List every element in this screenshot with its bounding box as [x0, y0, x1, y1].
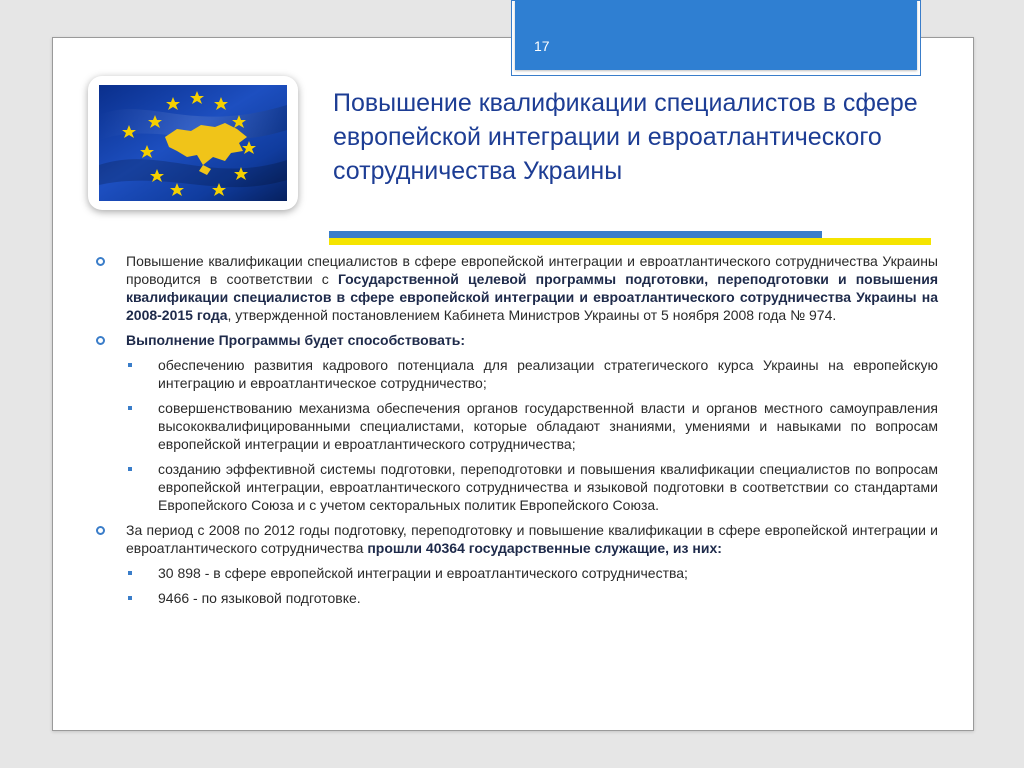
title-underline-yellow [329, 238, 931, 245]
page-number-box [515, 0, 917, 70]
bullet-square-icon [128, 467, 132, 471]
bullet-square-icon [128, 406, 132, 410]
program-name: Государственной целевой программы подготовки, переподготовки и повышения квалификации специалистов в сфере европейской интеграции и евроатлантического сотрудничества Украины на 2008-2015 года [126, 271, 938, 323]
bullet-square-icon [128, 571, 132, 575]
sub-bullet-text: созданию эффективной системы подготовки, переподготовки и повышения квалификации специалистов по вопросам европейской интеграции, евроатлантического сотрудничества и языковой подготовки в соответствии со стандартами Европейского Союза и с учетом секторальных политик Европейского Союза. [158, 461, 938, 513]
sub-bullet-item [90, 356, 938, 392]
bullet-circle-icon [96, 526, 105, 535]
bullet-item [90, 252, 938, 324]
bullet-item [90, 331, 938, 349]
page-number: 17 [534, 38, 550, 54]
sub-bullet-text: обеспечению развития кадрового потенциала для реализации стратегического курса Украины на европейскую интеграцию и евроатлантическое сотрудничество; [158, 357, 938, 391]
bullet-square-icon [128, 363, 132, 367]
bullet-item [90, 521, 938, 557]
bullet-circle-icon [96, 336, 105, 345]
sub-bullet-item [90, 399, 938, 453]
bullet-circle-icon [96, 257, 105, 266]
bullet-highlight: прошли 40364 государственные служащие, из них: [367, 540, 722, 556]
sub-bullet-item [90, 589, 938, 607]
eu-flag-ukraine-map-icon [99, 85, 287, 201]
bullet-text: , утвержденной постановлением Кабинета Министров Украины от 5 ноября 2008 года № 974. [227, 307, 837, 323]
slide-title: Повышение квалификации специалистов в сфере европейской интеграции и евроатлантического сотрудничества Украины [333, 89, 918, 185]
sub-bullet-text: 30 898 - в сфере европейской интеграции и евроатлантического сотрудничества; [158, 565, 688, 581]
sub-bullet-item [90, 564, 938, 582]
sub-bullet-text: совершенствованию механизма обеспечения органов государственной власти и органов местного самоуправления высококвалифицированными специалистами, которые обладают знаниями, умениями и навыками по вопросам европейской интеграции и евроатлантического сотрудничества; [158, 400, 938, 452]
bullet-square-icon [128, 596, 132, 600]
bullet-text: За период с 2008 по 2012 годы подготовку, переподготовку и повышение квалификации в сфере европейской интеграции и евроатлантического сотрудничества [126, 522, 938, 556]
bullet-heading: Выполнение Программы будет способствовать: [126, 332, 465, 348]
slide-body [90, 252, 938, 614]
eu-flag-image [88, 76, 298, 210]
sub-bullet-text: 9466 - по языковой подготовке. [158, 590, 361, 606]
title-underline-blue [329, 231, 822, 238]
bullet-text: Повышение квалификации специалистов в сфере европейской интеграции и евроатлантического сотрудничества Украины проводится в соответствии с [126, 253, 938, 287]
sub-bullet-item [90, 460, 938, 514]
